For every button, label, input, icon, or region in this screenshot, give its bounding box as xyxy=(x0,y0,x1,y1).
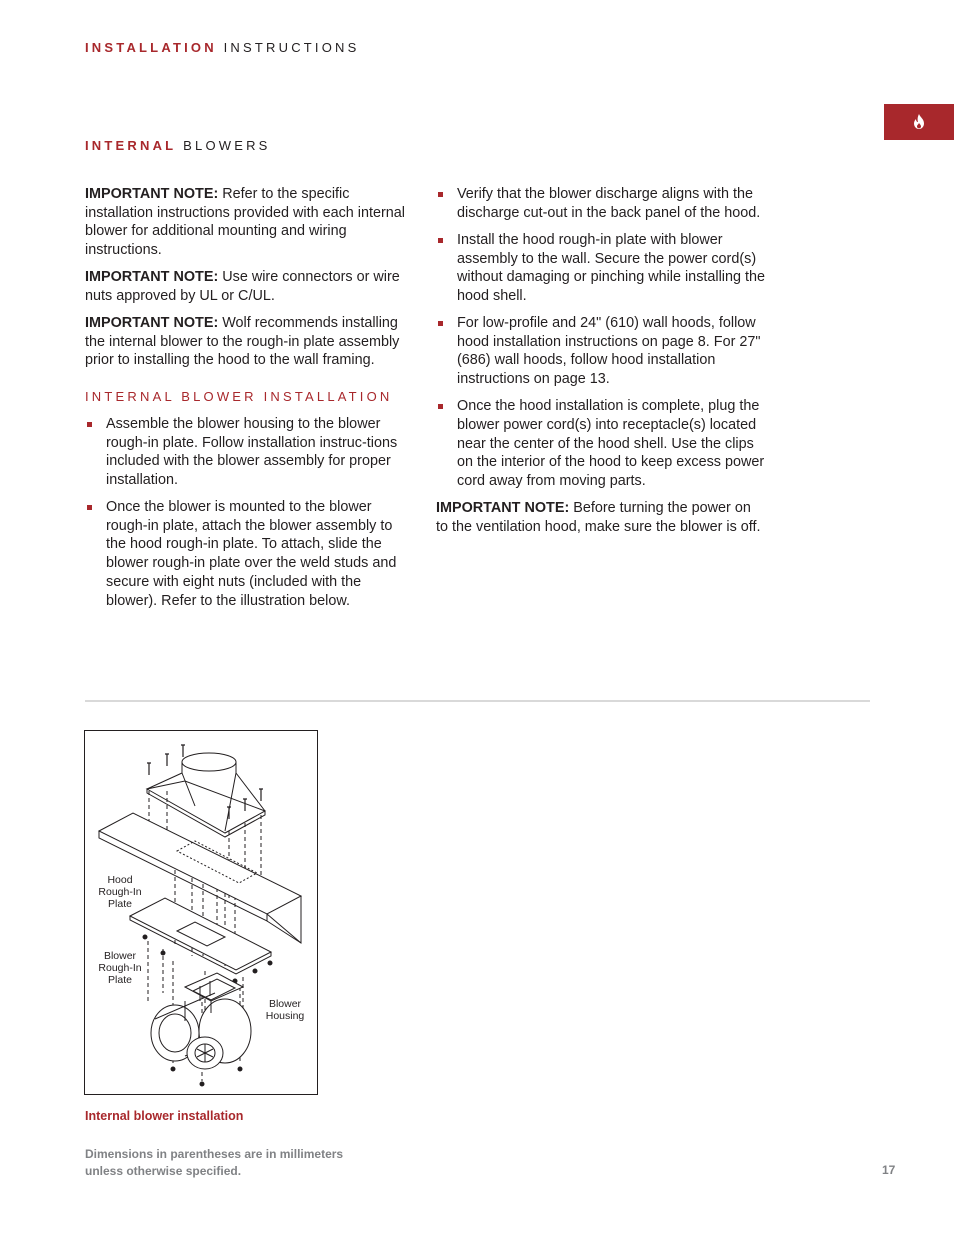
bullet-list xyxy=(436,185,766,491)
list-item xyxy=(436,185,766,222)
list-item-text: Once the blower is mounted to the blower rough-in plate, attach the blower assembly to the hood rough-in plate. To attach, slide the blower rough-in plate over the weld studs and secure with eight nuts (included with the blower). Refer to the illustration below. xyxy=(106,499,397,609)
list-item xyxy=(85,415,415,490)
list-item-text: Install the hood rough-in plate with blower assembly to the wall. Secure the power cord(s) without damaging or pinching while installing the hood shell. xyxy=(457,231,765,304)
note-text: Before turning the power on to the ventilation hood, make sure the blower is off. xyxy=(436,500,761,535)
bullet-icon xyxy=(87,505,92,510)
bullet-icon xyxy=(87,422,92,427)
page-number: 17 xyxy=(882,1163,896,1177)
list-item-text: Verify that the blower discharge aligns with the discharge cut-out in the back panel of the hood. xyxy=(457,186,761,221)
bullet-icon xyxy=(438,404,443,409)
subheading: INTERNAL BLOWER INSTALLATION xyxy=(85,389,393,405)
important-note xyxy=(85,314,415,370)
list-item xyxy=(85,498,415,610)
important-note xyxy=(436,499,766,536)
important-note xyxy=(85,185,415,260)
note-label: IMPORTANT NOTE: xyxy=(436,500,570,517)
header-bold: INSTALLATION xyxy=(85,40,217,55)
note-label: IMPORTANT NOTE: xyxy=(85,269,219,286)
blower-illustration xyxy=(84,730,318,1095)
section-light: BLOWERS xyxy=(183,138,271,153)
header-light: INSTRUCTIONS xyxy=(223,40,360,55)
list-item xyxy=(436,397,766,491)
list-item xyxy=(436,314,766,389)
blower-housing-label: Blower Housing xyxy=(265,998,305,1022)
note-text: Refer to the specific installation instructions provided with each internal blower for additional mounting and wiring instructions. xyxy=(85,186,405,259)
list-item-text: Assemble the blower housing to the blower rough-in plate. Follow installation instruc-tions included with the blower assembly for proper installation. xyxy=(106,415,398,488)
list-item xyxy=(436,231,766,306)
note-text: Use wire connectors or wire nuts approved by UL or C/UL. xyxy=(85,269,400,304)
flame-icon xyxy=(913,114,925,129)
bullet-icon xyxy=(438,321,443,326)
page-header xyxy=(85,40,360,55)
exploded-diagram xyxy=(85,731,317,1094)
section-bold: INTERNAL xyxy=(85,138,177,153)
important-note xyxy=(85,268,415,305)
bullet-list xyxy=(85,415,415,610)
bullet-icon xyxy=(438,192,443,197)
section-tab xyxy=(884,104,954,140)
left-column xyxy=(85,185,415,619)
list-item-text: For low-profile and 24" (610) wall hoods, follow hood installation instructions on page 8. For 27" (686) wall hoods, follow hood installation instructions on page 13. xyxy=(457,315,761,388)
note-label: IMPORTANT NOTE: xyxy=(85,186,219,202)
note-label: IMPORTANT NOTE: xyxy=(85,315,219,331)
list-item-text: Once the hood installation is complete, plug the blower power cord(s) into receptacle(s) located near the center of the hood shell. Use the clips on the interior of the hood to keep excess power cord away from moving parts. xyxy=(457,398,765,490)
right-column xyxy=(436,185,766,545)
section-title xyxy=(85,138,271,153)
figure-caption: Internal blower installation xyxy=(85,1109,244,1123)
hood-plate-label: Hood Rough-In Plate xyxy=(98,874,142,910)
bullet-icon xyxy=(438,238,443,243)
footer-note: Dimensions in parentheses are in millimeters unless otherwise specified. xyxy=(85,1147,344,1178)
divider xyxy=(85,700,870,702)
note-text: Wolf recommends installing the internal blower to the rough-in plate assembly prior to installing the hood to the wall framing. xyxy=(85,315,400,369)
blower-plate-label: Blower Rough-In Plate xyxy=(98,950,142,986)
